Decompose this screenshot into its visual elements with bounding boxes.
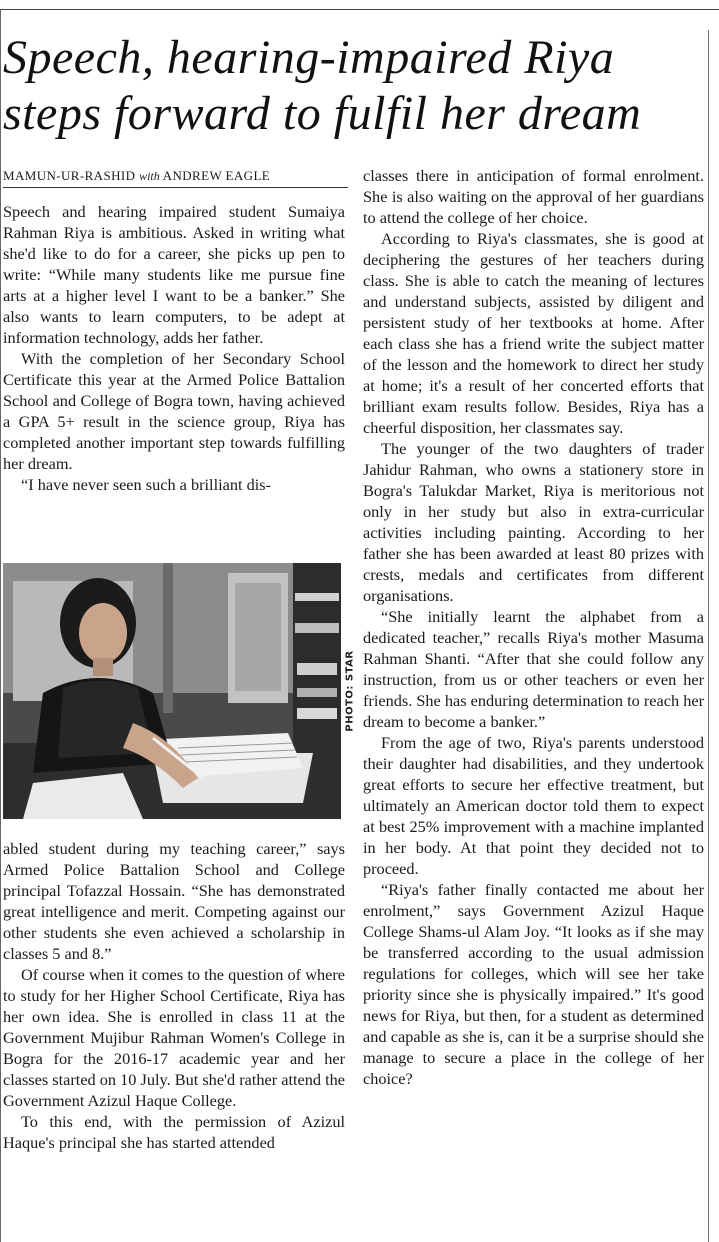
paragraph: To this end, with the permission of Azizul Haque's principal she has started attended <box>3 1112 345 1152</box>
byline-author: MAMUN-UR-RASHID <box>3 168 136 183</box>
byline-with: with <box>139 169 160 183</box>
photo-credit <box>341 563 359 819</box>
article-photo <box>3 563 341 819</box>
paragraph: From the age of two, Riya's parents understood their daughter had disabilities, and they undertook great efforts to secure her effective treatment, but ultimately an American doctor told them to expect at best 25% improvement with a machine implanted in her body. At that point they decided not to proceed. <box>363 733 704 878</box>
right-rule <box>708 30 709 1242</box>
paragraph: abled student during my teaching career,” says Armed Police Battalion School and College principal Tofazzal Hossain. “She has demonstrated great intelligence and merit. Competing against our other students she even achieved a scholarship in classes 5 and 8.” <box>3 839 345 963</box>
photo-credit-label: PHOTO: STAR <box>344 650 356 732</box>
headline: Speech, hearing-impaired Riya steps forward to fulfil her dream <box>3 31 642 140</box>
paragraph: According to Riya's classmates, she is good at deciphering the gestures of her teachers during class. She is able to catch the meaning of lectures and understand subjects, assisted by diligent and persistent study of her textbooks at home. After each class she has a friend write the subject matter of the lesson and the homework to direct her study at home; it's a result of her concerted efforts that brilliant exam results follow. Besides, Riya has a cheerful disposition, her classmates say. <box>363 229 704 437</box>
column-left-top <box>3 201 345 495</box>
left-rule <box>0 9 1 1242</box>
paragraph: Of course when it comes to the question of where to study for her Higher School Certificate, Riya has her own idea. She is enrolled in class 11 at the Government Mujibur Rahman Women's College in Bogra for the 2016-17 academic year and her classes started on 10 July. But she'd rather attend the Government Azizul Haque College. <box>3 965 345 1110</box>
paragraph: “She initially learnt the alphabet from a dedicated teacher,” recalls Riya's mother Masuma Rahman Shanti. “After that she could follow any instruction, from us or other teachers or even her friends. She has enduring determination to reach her dream to become a banker.” <box>363 607 704 731</box>
byline-coauthor: ANDREW EAGLE <box>162 168 271 183</box>
paragraph: “Riya's father finally contacted me about her enrolment,” says Government Azizul Haque College Shams-ul Alam Joy. “It looks as if she may be transferred according to the usual admission regulations for colleges, which will see her take priority since she is physically impaired.” It's good news for Riya, but then, for a student as determined and capable as she is, can it be a surprise should she manage to secure a place in the college of her choice? <box>363 880 704 1088</box>
top-rule <box>0 9 719 10</box>
paragraph: The younger of the two daughters of trader Jahidur Rahman, who owns a stationery store in Bogra's Talukdar Market, Riya is meritorious not only in her study but also in extra-curricular activities including painting. According to her father she has been awarded at least 80 prizes with crests, medals and certificates from different organisations. <box>363 439 704 605</box>
paragraph: With the completion of her Secondary School Certificate this year at the Armed Police Battalion School and College of Bogra town, having achieved a GPA 5+ result in the science group, Riya has completed another important step towards fulfilling her dream. <box>3 349 345 473</box>
paragraph: classes there in anticipation of formal enrolment. She is also waiting on the approval of her guardians to attend the college of her choice. <box>363 166 704 227</box>
column-right <box>363 165 704 1089</box>
column-left-bottom <box>3 838 345 1153</box>
photo-illustration <box>3 563 341 819</box>
byline <box>3 168 348 188</box>
paragraph: Speech and hearing impaired student Sumaiya Rahman Riya is ambitious. Asked in writing what she'd like to do for a career, she picks up pen to write: “While many students like me pursue fine arts at a higher level I want to be a banker.” She also wants to learn computers, to be adept at information technology, adds her father. <box>3 202 345 347</box>
paragraph: “I have never seen such a brilliant dis- <box>21 475 271 494</box>
